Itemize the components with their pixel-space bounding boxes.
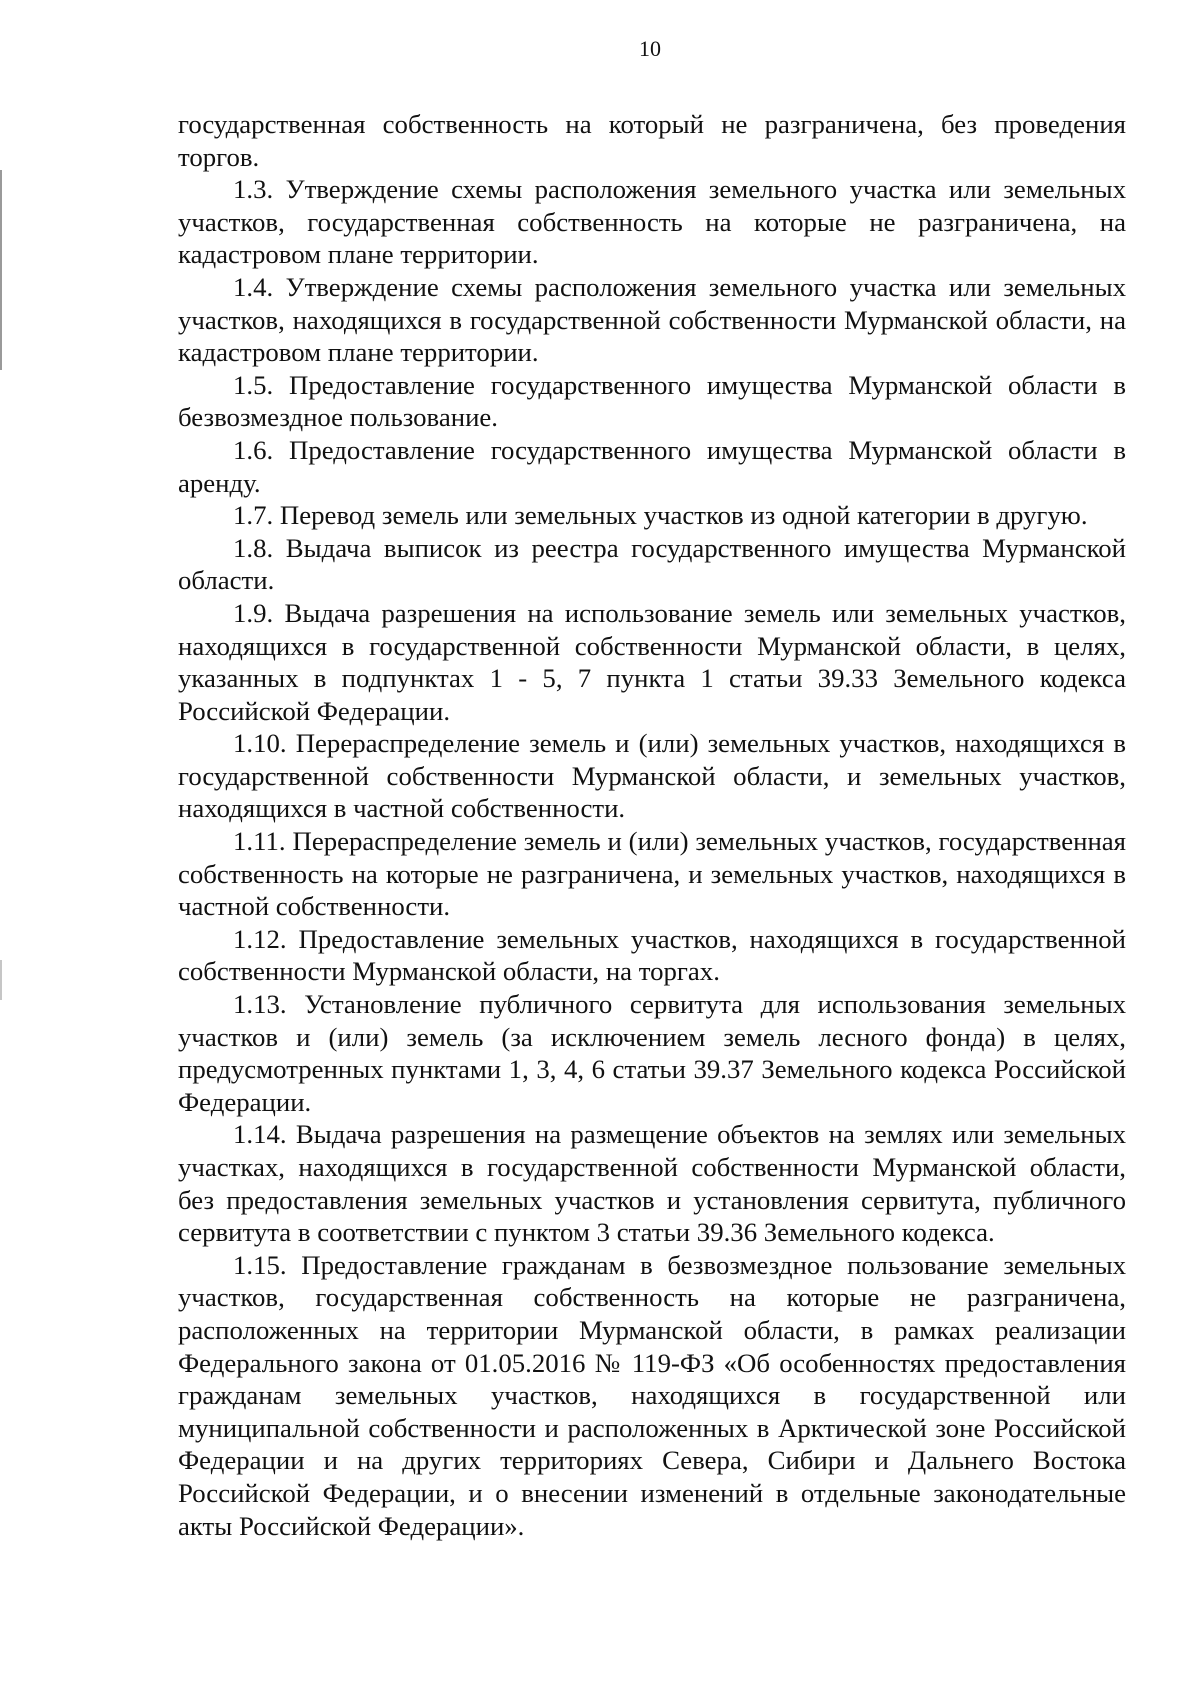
paragraph-number: 1.15.: [233, 1249, 287, 1280]
scan-edge-mark: [0, 960, 2, 1000]
paragraph-text: Утверждение схемы расположения земельного участка или земельных участков, находящихся в государственной собственности Мурманской области, на кадастровом плане территории.: [178, 271, 1127, 368]
paragraph-text: Утверждение схемы расположения земельного участка или земельных участков, государственная собственность на которые не разграничена, на кадастровом плане территории.: [178, 174, 1127, 270]
paragraph-1-14: [178, 1118, 1126, 1248]
paragraph-text: Выдача разрешения на использование земель или земельных участков, находящихся в государственной собственности Мурманской области, в целях, указанных в подпунктах 1 - 5, 7 пункта 1 статьи 39.33 Земельного кодекса Российской Федерации.: [178, 597, 1126, 726]
paragraph-text: Выдача разрешения на размещение объектов на землях или земельных участках, находящихся в государственной собственности Мурманской области, без предоставления земельных участков и установления сервитута, публичного сервитута в соответствии с пунктом 3 статьи 39.36 Земельного кодекса.: [178, 1119, 1126, 1248]
paragraph-1-15: [178, 1249, 1126, 1542]
paragraph-text: Предоставление земельных участков, находящихся в государственной собственности Мурманской области, на торгах.: [178, 923, 1126, 987]
paragraph-1-10: [178, 727, 1126, 825]
paragraph-continuation: [178, 108, 1126, 173]
paragraph-1-3: [178, 173, 1126, 271]
paragraph-1-4: [178, 271, 1126, 369]
paragraph-1-9: [178, 597, 1126, 727]
paragraph-1-11: [178, 825, 1126, 923]
paragraph-number: 1.13.: [233, 989, 287, 1020]
paragraph-1-8: [178, 532, 1126, 597]
paragraph-text: Установление публичного сервитута для использования земельных участков и (или) земель (за исключением земель лесного фонда) в целях, предусмотренных пунктами 1, 3, 4, 6 статьи 39.37 Земельного кодекса Российской Федерации.: [178, 989, 1127, 1117]
paragraph-number: 1.8.: [233, 532, 274, 563]
paragraph-number: 1.3.: [233, 174, 274, 205]
paragraph-text: Выдача выписок из реестра государственного имущества Мурманской области.: [178, 532, 1127, 596]
paragraph-text: Перевод земель или земельных участков из одной категории в другую.: [279, 500, 1088, 531]
paragraph-text: государственная собственность на который не разграничена, без проведения торгов.: [178, 109, 1126, 172]
paragraph-1-12: [178, 923, 1126, 988]
paragraph-1-7: [178, 499, 1126, 532]
paragraph-1-6: [178, 434, 1126, 499]
paragraph-text: Перераспределение земель и (или) земельных участков, находящихся в государственной собственности Мурманской области, и земельных участков, находящихся в частной собственности.: [178, 728, 1126, 824]
paragraph-number: 1.6.: [233, 434, 274, 465]
paragraph-text: Предоставление государственного имущества Мурманской области в безвозмездное пользование.: [178, 369, 1126, 433]
paragraph-number: 1.5.: [233, 369, 274, 400]
paragraph-number: 1.4.: [233, 271, 274, 302]
paragraph-1-5: [178, 369, 1126, 434]
paragraph-text: Предоставление гражданам в безвозмездное пользование земельных участков, государственная собственность на которые не разграничена, расположенных на территории Мурманской области, в рамках реализации Федерального закона от 01.05.2016 № 119-ФЗ «Об особенностях предоставления гражданам земельных участков, находящихся в государственной или муниципальной собственности и расположенных в Арктической зоне Российской Федерации и на других территориях Севера, Сибири и Дальнего Востока Российской Федерации, и о внесении изменений в отдельные законодательные акты Российской Федерации».: [178, 1249, 1126, 1541]
paragraph-number: 1.12.: [233, 923, 287, 954]
paragraph-number: 1.7.: [233, 500, 274, 531]
paragraph-text: Перераспределение земель и (или) земельных участков, государственная собственность на которые не разграничена, и земельных участков, находящихся в частной собственности.: [178, 826, 1127, 922]
paragraph-number: 1.14.: [233, 1119, 287, 1150]
paragraph-number: 1.11.: [233, 826, 286, 857]
paragraph-number: 1.10.: [233, 728, 287, 759]
scan-edge-mark: [0, 170, 2, 370]
page-number: 10: [639, 36, 661, 61]
paragraph-number: 1.9.: [233, 597, 274, 628]
paragraph-1-13: [178, 988, 1126, 1118]
document-body: [178, 108, 1126, 1542]
paragraph-text: Предоставление государственного имущества Мурманской области в аренду.: [178, 434, 1126, 498]
